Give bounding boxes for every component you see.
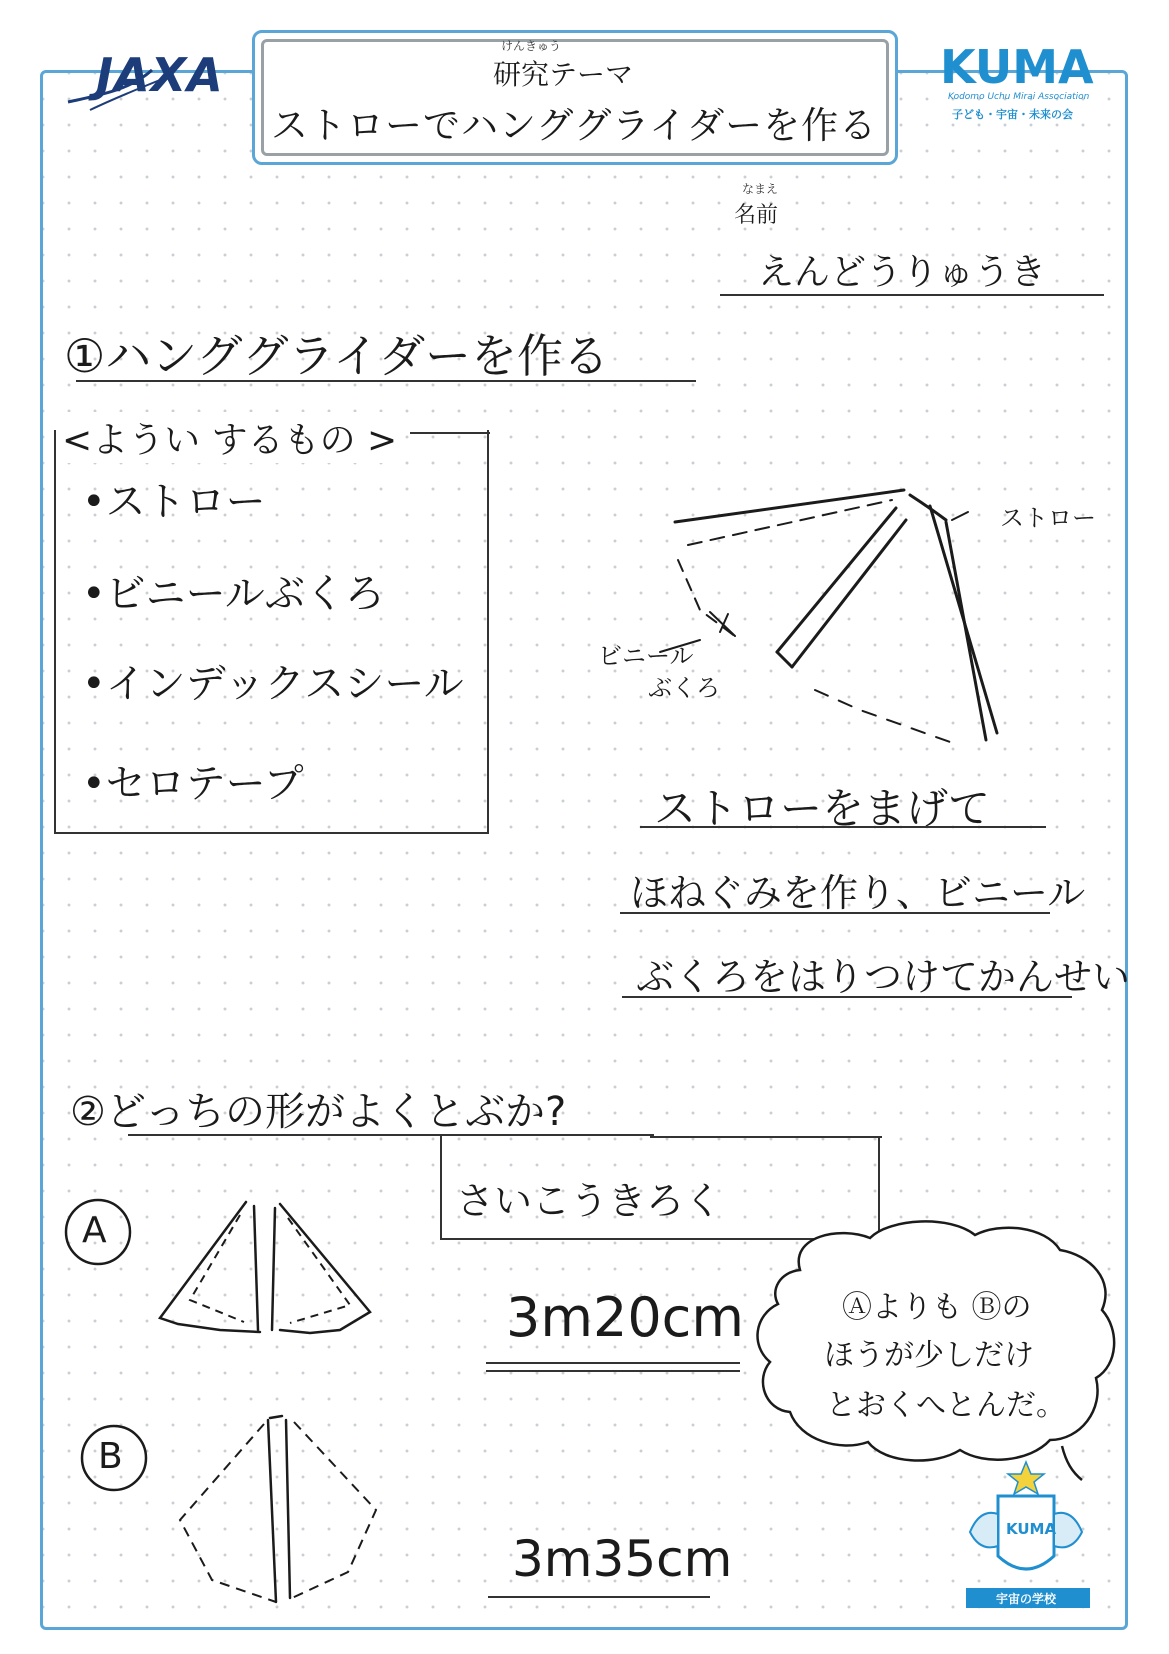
kuma-logo-subtitle: Kodomo Uchu Mirai Association (948, 92, 1090, 102)
diagram-label-bag: ぶくろ (648, 674, 720, 702)
material-item: •ストロー (82, 479, 266, 525)
theme-label: 研究テーマ (493, 58, 634, 91)
bubble-line: とおくへとんだ。 (826, 1388, 1066, 1423)
bubble-line: ほうが少しだけ (824, 1338, 1034, 1373)
distance-b: 3m35cm (512, 1530, 733, 1588)
material-item: •インデックスシール (82, 661, 464, 707)
diagram-label-straw: ストロー (1000, 504, 1096, 532)
kuma-logo-text: KUMA (940, 40, 1094, 94)
step-line: ぶくろをはりつけてかんせい (636, 955, 1131, 999)
materials-title: <ようい するもの > (62, 412, 403, 463)
name-label: 名前 (734, 203, 779, 228)
name-ruby: なまえ (742, 182, 779, 196)
kuma-logo-japanese: 子ども・宇宙・未来の会 (952, 108, 1073, 121)
section1-heading: ①ハンググライダーを作る (64, 329, 609, 383)
diagram-label-bag: ビニール (598, 642, 694, 670)
name-value: えんどうりゅうき (758, 252, 1047, 293)
school-badge-label: 宇宙の学校 (996, 1592, 1057, 1606)
step-line: ストローをまげて (654, 784, 991, 833)
step-line: ほねぐみを作り、ビニール (630, 871, 1086, 915)
glider-b-label: B (98, 1436, 123, 1477)
bubble-line: Ⓐよりも Ⓑの (842, 1290, 1032, 1325)
school-badge-logo-text: KUMA (1006, 1520, 1057, 1538)
section2-heading: ②どっちの形がよくとぶか? (70, 1089, 567, 1135)
school-badge (958, 1462, 1118, 1612)
record-label: さいこうきろく (456, 1179, 723, 1223)
glider-a-label: A (82, 1210, 107, 1251)
theme-title: ストローでハンググライダーを作る (271, 104, 878, 147)
theme-ruby: けんきゅう (501, 39, 562, 53)
jaxa-logo-text: JAXA (96, 48, 224, 102)
material-item: •セロテープ (82, 761, 304, 807)
distance-a: 3m20cm (506, 1286, 744, 1349)
material-item: •ビニールぶくろ (82, 571, 385, 617)
